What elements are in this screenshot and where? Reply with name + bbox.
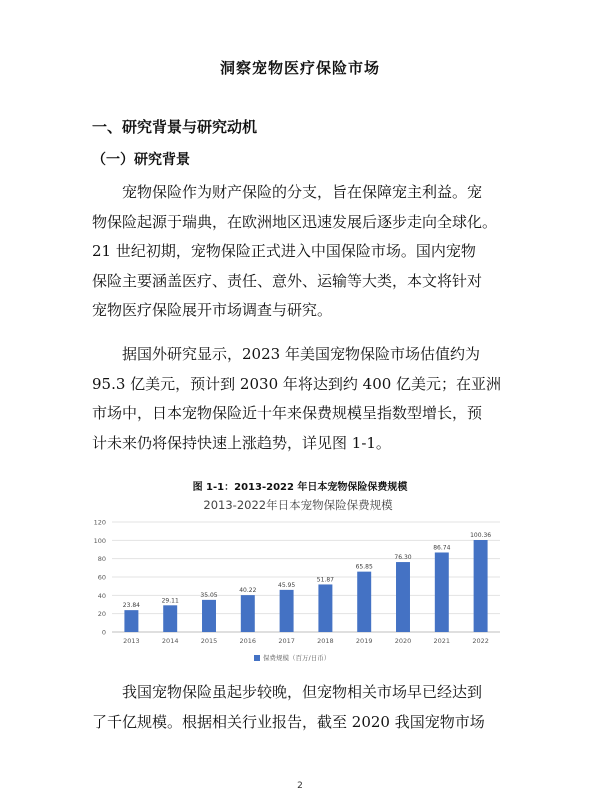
paragraph-line: 据国外研究显示，2023 年美国宠物保险市场估值约为: [122, 345, 480, 363]
x-tick-label: 2013: [123, 637, 140, 645]
paragraph-background: [92, 178, 512, 326]
x-tick-label: 2018: [317, 637, 334, 645]
chart-title: 2013-2022年日本宠物保险保费规模: [203, 498, 393, 512]
paragraph-line: 市场中，日本宠物保险近十年来保费规模呈指数型增长，预: [92, 404, 483, 422]
y-tick-label: 40: [97, 591, 106, 600]
data-label: 86.74: [433, 544, 451, 552]
paragraph-line: 宠物医疗保险展开市场调查与研究。: [92, 301, 333, 319]
y-tick-label: 60: [97, 573, 106, 582]
x-tick-label: 2016: [239, 637, 257, 645]
bar: [474, 540, 488, 632]
section-heading: 一、研究背景与研究动机: [92, 118, 258, 136]
subsection-heading: （一）研究背景: [92, 152, 190, 168]
paragraph-line: 95.3 亿美元，预计到 2030 年将达到约 400 亿美元；在亚洲: [92, 374, 502, 393]
document-title: 洞察宠物医疗保险市场: [219, 59, 380, 77]
bar: [396, 562, 410, 632]
y-tick-label: 120: [93, 518, 106, 527]
x-tick-label: 2020: [394, 637, 412, 645]
bar: [280, 590, 294, 632]
data-label: 29.11: [161, 597, 179, 605]
legend-swatch: [254, 655, 260, 661]
bar: [124, 610, 138, 632]
paragraph-line: 保险主要涵盖医疗、责任、意外、运输等大类，本文将针对: [92, 271, 483, 290]
paragraph-china: [92, 678, 512, 737]
paragraph-line: 了千亿规模。根据相关行业报告，截至 2020 我国宠物市场: [92, 712, 485, 731]
data-label: 65.85: [355, 563, 373, 571]
figure-caption: 图 1-1：2013-2022 年日本宠物保险保费规模: [192, 482, 408, 493]
x-tick-label: 2017: [278, 637, 295, 645]
bar: [202, 600, 216, 632]
data-label: 40.22: [239, 587, 257, 595]
bar: [318, 584, 332, 632]
x-tick-label: 2015: [200, 637, 218, 645]
data-label: 35.05: [200, 591, 218, 599]
data-label: 51.87: [316, 576, 334, 584]
paragraph-market: [92, 340, 512, 458]
paragraph-line: 我国宠物保险虽起步较晚，但宠物相关市场早已经达到: [122, 683, 483, 701]
x-tick-label: 2019: [355, 637, 373, 645]
y-tick-label: 100: [93, 536, 106, 545]
data-label: 45.95: [278, 581, 296, 589]
x-tick-label: 2014: [161, 637, 179, 645]
bar: [435, 552, 449, 632]
y-tick-label: 20: [97, 610, 106, 619]
data-label: 100.36: [470, 532, 492, 540]
x-tick-label: 2022: [472, 637, 489, 645]
y-tick-label: 0: [101, 628, 106, 637]
y-tick-label: 80: [97, 555, 106, 564]
bar: [241, 595, 255, 632]
bar: [163, 605, 177, 632]
data-label: 76.30: [394, 554, 412, 562]
page-number: 2: [297, 781, 303, 791]
paragraph-line: 21 世纪初期，宠物保险正式进入中国保险市场。国内宠物: [92, 242, 476, 260]
data-label: 23.84: [122, 602, 140, 610]
paragraph-line: 计未来仍将保持快速上涨趋势，详见图 1-1。: [92, 433, 391, 452]
bar: [357, 572, 371, 632]
paragraph-line: 物保险起源于瑞典，在欧洲地区迅速发展后逐步走向全球化。: [92, 212, 498, 231]
x-tick-label: 2021: [433, 637, 451, 645]
paragraph-line: 宠物保险作为财产保险的分支，旨在保障宠主利益。宠: [122, 183, 483, 201]
premium-bar-chart: [88, 492, 508, 670]
legend-label: 保费规模（百万/日币）: [263, 654, 331, 662]
